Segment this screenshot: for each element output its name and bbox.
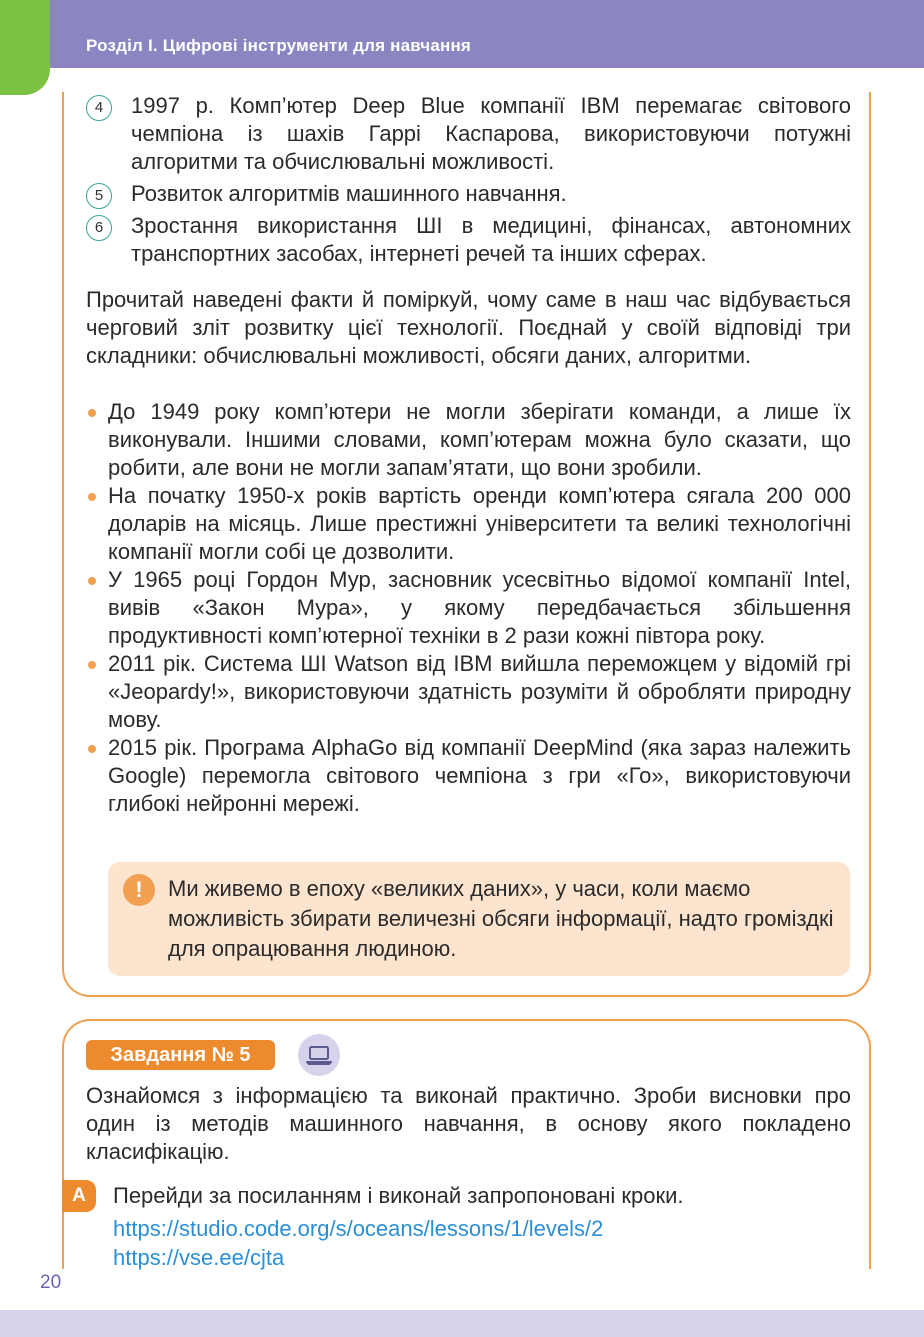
bullet-dot-icon	[88, 661, 96, 669]
bullet-text: До 1949 року комп’ютери не могли зберігати команди, а лише їх виконували. Іншими словами, комп’ютерам можна було сказати, що робити, але вони не могли запам’ятати, що вони зробили.	[108, 399, 851, 480]
bullet-dot-icon	[88, 409, 96, 417]
header-bar	[50, 0, 924, 68]
numbered-item-text: Зростання використання ШІ в медицині, фінансах, автономних транспортних засобах, інтернеті речей та інших сферах.	[131, 213, 851, 266]
intro-paragraph: Прочитай наведені факти й поміркуй, чому саме в наш час відбувається черговий зліт розвитку цієї технології. Поєднай у своїй відповіді три складники: обчислювальні можливості, обсяги даних, алгоритми.	[86, 287, 851, 368]
bullet-item	[86, 566, 851, 650]
link-code-org[interactable]: https://studio.code.org/s/oceans/lessons/1/levels/2	[113, 1216, 604, 1241]
bullet-item	[86, 734, 851, 818]
exclamation-icon: !	[123, 874, 155, 906]
numbered-list	[86, 92, 851, 272]
bullet-list	[86, 398, 851, 818]
laptop-icon	[298, 1034, 340, 1076]
numbered-item	[86, 92, 851, 176]
important-note	[108, 862, 850, 976]
bullet-item	[86, 398, 851, 482]
step-text: Перейди за посиланням і виконай запропоновані кроки.	[113, 1183, 684, 1208]
number-badge: 5	[86, 183, 112, 209]
number-badge: 4	[86, 95, 112, 121]
link-vse-ee[interactable]: https://vse.ee/cjta	[113, 1245, 285, 1270]
numbered-item-text: 1997 р. Комп’ютер Deep Blue компанії IBM перемагає світового чемпіона із шахів Гаррі Каспарова, використовуючи потужні алгоритми та обчислювальні можливості.	[131, 93, 851, 174]
page-number: 20	[40, 1272, 62, 1293]
task-text: Ознайомся з інформацією та виконай практично. Зроби висновки про один із методів машинного навчання, в основу якого покладено класифікацію.	[86, 1083, 851, 1164]
number-badge: 6	[86, 215, 112, 241]
numbered-item	[86, 180, 851, 208]
bullet-dot-icon	[88, 745, 96, 753]
numbered-item-text: Розвиток алгоритмів машинного навчання.	[131, 181, 567, 206]
numbered-item	[86, 212, 851, 268]
bullet-dot-icon	[88, 493, 96, 501]
task-label: Завдання № 5	[86, 1040, 275, 1070]
chapter-title: Розділ I. Цифрові інструменти для навчання	[86, 36, 472, 55]
bullet-dot-icon	[88, 577, 96, 585]
bullet-item	[86, 650, 851, 734]
bullet-text: На початку 1950-х років вартість оренди комп’ютера сягала 200 000 доларів на місяць. Лише престижні університети та великі технологічні компанії могли собі це дозволити.	[108, 483, 851, 564]
bullet-item	[86, 482, 851, 566]
bullet-text: У 1965 році Гордон Мур, засновник усесвітньо відомої компанії Intel, вивів «Закон Мура», у якому передбачається збільшення продуктивності комп’ютерної техніки в 2 рази кожні півтора року.	[108, 567, 851, 648]
footer-bar	[0, 1310, 924, 1337]
note-text: Ми живемо в епоху «великих даних», у часи, коли маємо можливість збирати величезні обсяги інформації, надто громіздкі для опрацювання людиною.	[168, 876, 834, 961]
bullet-text: 2011 рік. Система ШІ Watson від IBM вийшла переможцем у відомій грі «Jeopardy!», використовуючи здатність розуміти й обробляти природну мову.	[108, 651, 851, 732]
links-block	[113, 1214, 851, 1272]
step-letter-badge: А	[62, 1180, 96, 1212]
header-bar-corner	[50, 0, 72, 68]
chapter-tab-marker	[0, 0, 50, 95]
bullet-text: 2015 рік. Програма AlphaGo від компанії DeepMind (яка зараз належить Google) перемогла світового чемпіона з гри «Го», використовуючи глибокі нейронні мережі.	[108, 735, 851, 816]
